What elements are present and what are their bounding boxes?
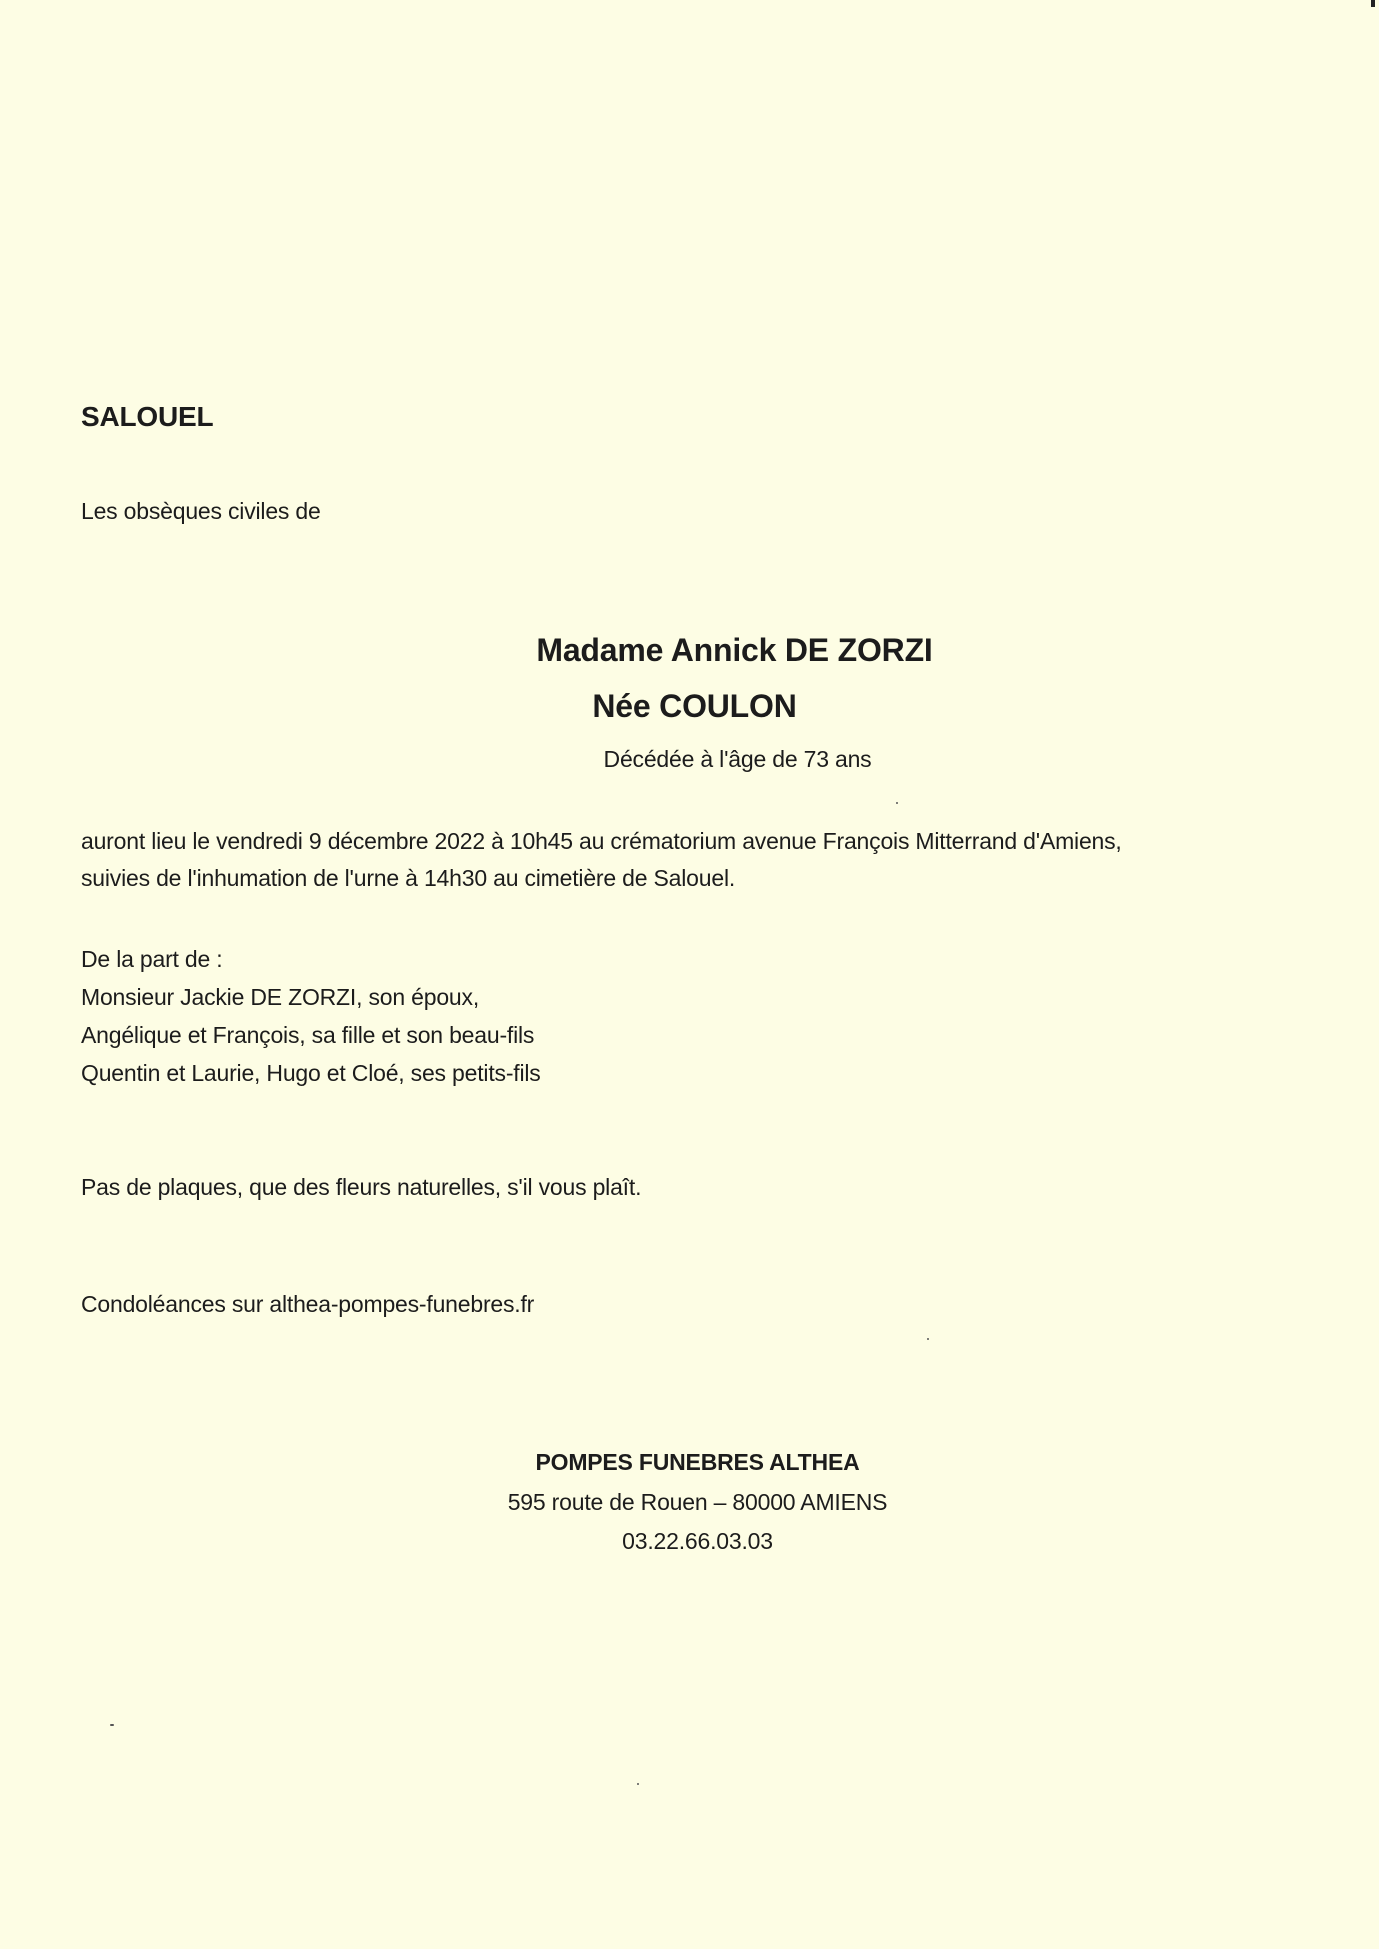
ceremony-details [81,823,1122,897]
deceased-name: Madame Annick DE ZORZI [536,632,933,668]
family-member: Angélique et François, sa fille et son beau-fils [81,1022,535,1048]
ceremony-line: auront lieu le vendredi 9 décembre 2022 à 10h45 au crématorium avenue François Mitterrand d'Amiens, [81,828,1122,854]
deceased-age: Décédée à l'âge de 73 ans [603,746,872,772]
scan-speck [637,1783,639,1785]
intro-text: Les obsèques civiles de [81,498,321,524]
funeral-home-address: 595 route de Rouen – 80000 AMIENS [507,1489,888,1515]
ceremony-line: suivies de l'inhumation de l'urne à 14h30 au cimetière de Salouel. [81,865,736,891]
scan-speck [896,802,898,804]
scan-speck [927,1338,929,1340]
flowers-note: Pas de plaques, que des fleurs naturelles, s'il vous plaît. [81,1174,642,1200]
funeral-home-name: POMPES FUNEBRES ALTHEA [535,1449,860,1475]
family-heading: De la part de : [81,946,223,972]
family-member: Monsieur Jackie DE ZORZI, son époux, [81,984,480,1010]
family-member: Quentin et Laurie, Hugo et Cloé, ses petits-fils [81,1060,541,1086]
scan-mark [1371,0,1375,7]
deceased-maiden-name: Née COULON [592,688,797,724]
scan-speck [110,1724,114,1726]
town-heading: SALOUEL [81,401,214,432]
family-section [81,940,541,1092]
condolences-note: Condoléances sur althea-pompes-funebres.fr [81,1291,535,1317]
funeral-home-phone: 03.22.66.03.03 [622,1528,773,1554]
